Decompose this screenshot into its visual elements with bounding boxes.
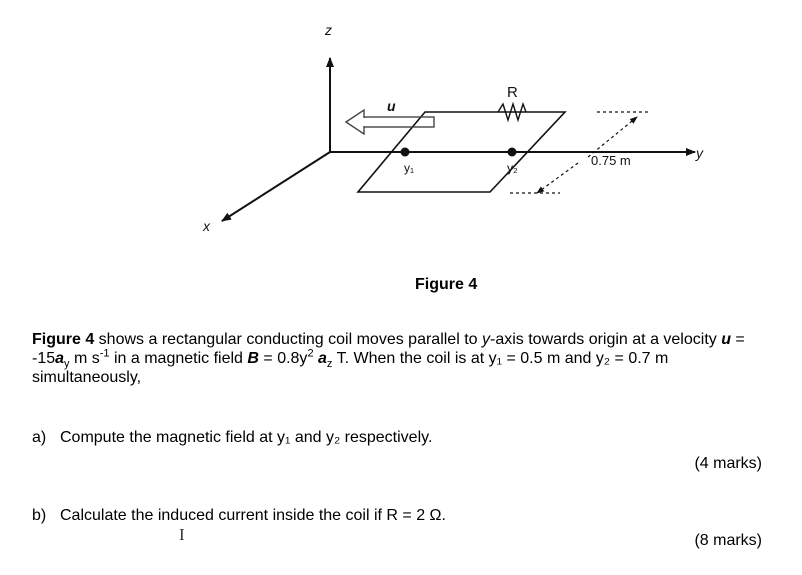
problem-text-6: = 0.8y [258,350,308,367]
question-b-marks: (8 marks) [694,532,762,549]
problem-text-4: m s [69,350,100,367]
unit-vector-az-sub: z [326,358,333,371]
field-symbol: B [247,350,259,367]
resistor-label: R [507,84,518,101]
exponent-squared: 2 [307,347,314,360]
x-axis [222,152,330,221]
problem-text-1: shows a rectangular conducting coil moves parallel to [94,331,482,348]
problem-text-7: T. When the coil is at y₁ = 0.5 m and y₂ = 0.7 m simultaneously, [32,350,669,386]
question-b-label: b) [32,507,47,524]
problem-text-3: = -15 [32,331,745,367]
question-b [32,506,446,525]
figure-reference: Figure 4 [32,331,95,348]
unit-vector-az: a [318,350,327,367]
point-y1-label: y₁ [404,161,415,175]
exponent-minus-one: -1 [99,347,110,360]
question-a-label: a) [32,429,47,446]
problem-text-5: in a magnetic field [109,350,248,367]
question-a-text: Compute the magnetic field at y₁ and y₂ respectively. [60,429,433,446]
point-y2-label: y₂ [507,161,518,175]
velocity-symbol: u [721,331,731,348]
unit-vector-ay: a [55,350,65,367]
text-cursor-icon: I [179,525,185,544]
unit-vector-ay-sub: y [64,358,70,371]
point-y1 [401,148,410,157]
y-axis-label: y [696,145,703,161]
x-axis-label: x [203,218,210,234]
question-a [32,428,432,447]
question-b-text: Calculate the induced current inside the coil if R = 2 Ω. [60,507,446,524]
problem-y-axis: y [482,331,490,348]
problem-text-2: -axis towards origin at a velocity [490,331,722,348]
velocity-label: u [387,98,396,114]
dimension-label: 0.75 m [591,153,631,168]
figure-caption: Figure 4 [415,276,478,293]
problem-statement [32,330,777,387]
point-y2 [508,148,517,157]
question-a-marks: (4 marks) [694,455,762,472]
z-axis-label: z [325,22,332,38]
